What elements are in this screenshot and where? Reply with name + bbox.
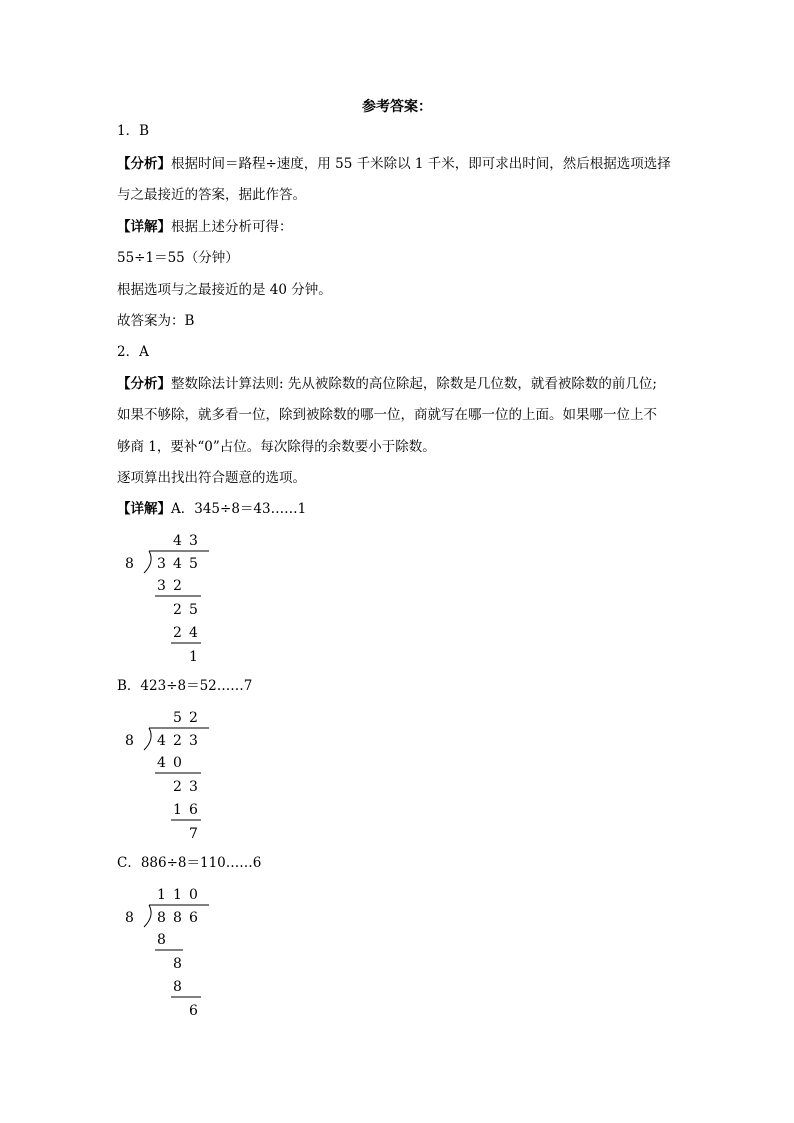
division-c-dividend-digit: 6 (189, 910, 198, 926)
division-a-step-digit: 4 (189, 625, 198, 641)
q2-answer: 2．A (117, 344, 149, 360)
division-a-dividend-digit: 4 (173, 556, 182, 572)
division-c-step-digit: 8 (157, 932, 166, 948)
q1-detail-line (117, 217, 293, 237)
q1-answer: 1．B (117, 123, 150, 139)
division-a-step-digit: 3 (157, 578, 166, 594)
division-c-dividend-digit: 8 (157, 910, 166, 926)
q2-analysis-line-2: 如果不够除，就多看一位，除到被除数的哪一位，商就写在哪一位的上面。如果哪一位上不 (117, 407, 657, 423)
division-c-quotient-digit: 1 (173, 887, 182, 903)
division-a-quotient-digit: 4 (173, 533, 182, 549)
division-a-remainder: 1 (189, 649, 198, 665)
division-a-step-digit: 2 (173, 578, 182, 594)
division-b-dividend-digit: 3 (189, 733, 198, 749)
q2-analysis-line-4: 逐项算出找出符合题意的选项。 (117, 470, 306, 486)
division-b-step-digit: 4 (157, 755, 166, 771)
division-c-dividend-digit: 8 (173, 910, 182, 926)
q1-calculation: 55÷1＝55（分钟） (117, 250, 239, 266)
division-b-step-digit: 6 (189, 802, 198, 818)
division-a-step-digit: 5 (189, 602, 198, 618)
division-a-dividend-digit: 5 (189, 556, 198, 572)
division-c-quotient-digit: 0 (189, 887, 198, 903)
q1-analysis-text-1: 根据时间＝路程÷速度，用 55 千米除以 1 千米，即可求出时间，然后根据选项选择 (171, 156, 671, 172)
detail-tag: 【详解】 (117, 501, 171, 517)
division-c-divisor: 8 (125, 910, 134, 926)
division-b-dividend-digit: 2 (173, 733, 182, 749)
q2-option-a-text: A．345÷8＝43……1 (171, 501, 307, 517)
analysis-tag: 【分析】 (117, 156, 171, 172)
page-title: 参考答案： (362, 99, 432, 115)
q1-detail-text: 根据上述分析可得： (171, 219, 293, 235)
division-a-step-digit: 2 (173, 602, 182, 618)
q2-option-c: C．886÷8＝110……6 (117, 855, 262, 871)
division-b-quotient-digit: 2 (189, 710, 198, 726)
analysis-tag: 【分析】 (117, 376, 171, 392)
division-b-step-digit: 1 (173, 802, 182, 818)
long-division-b (115, 705, 215, 855)
q2-analysis-text-1: 整数除法计算法则: 先从被除数的高位除起，除数是几位数，就看被除数的前几位; (171, 376, 657, 392)
q2-analysis-line-1 (117, 374, 657, 394)
q1-conclusion: 故答案为：B (117, 313, 195, 329)
division-b-bracket (144, 728, 151, 750)
division-a-dividend-digit: 3 (157, 556, 166, 572)
division-a-quotient-digit: 3 (189, 533, 198, 549)
q2-option-a-line (117, 499, 306, 519)
division-b-quotient-digit: 5 (173, 710, 182, 726)
q1-closest-option: 根据选项与之最接近的是 40 分钟。 (117, 282, 332, 298)
division-a-step-digit: 2 (173, 625, 182, 641)
division-b-divisor: 8 (125, 733, 134, 749)
division-c-step-digit: 8 (173, 956, 182, 972)
long-division-c (115, 882, 215, 1032)
detail-tag: 【详解】 (117, 219, 171, 235)
division-b-step-digit: 3 (189, 779, 198, 795)
q2-analysis-line-3: 够商 1，要补“0”占位。每次除得的余数要小于除数。 (117, 439, 436, 455)
division-c-step-digit: 8 (173, 979, 182, 995)
long-division-a (115, 528, 215, 678)
division-b-dividend-digit: 4 (157, 733, 166, 749)
q1-analysis-line-1 (117, 154, 671, 174)
division-c-quotient-digit: 1 (157, 887, 166, 903)
division-c-bracket (144, 905, 151, 927)
q2-option-b: B．423÷8＝52……7 (117, 678, 253, 694)
division-b-step-digit: 2 (173, 779, 182, 795)
division-a-bracket (144, 551, 151, 573)
division-a-divisor: 8 (125, 556, 134, 572)
division-b-step-digit: 0 (173, 755, 182, 771)
division-b-remainder: 7 (189, 826, 198, 842)
division-c-remainder: 6 (189, 1003, 198, 1019)
q1-analysis-line-2: 与之最接近的答案，据此作答。 (117, 187, 306, 203)
